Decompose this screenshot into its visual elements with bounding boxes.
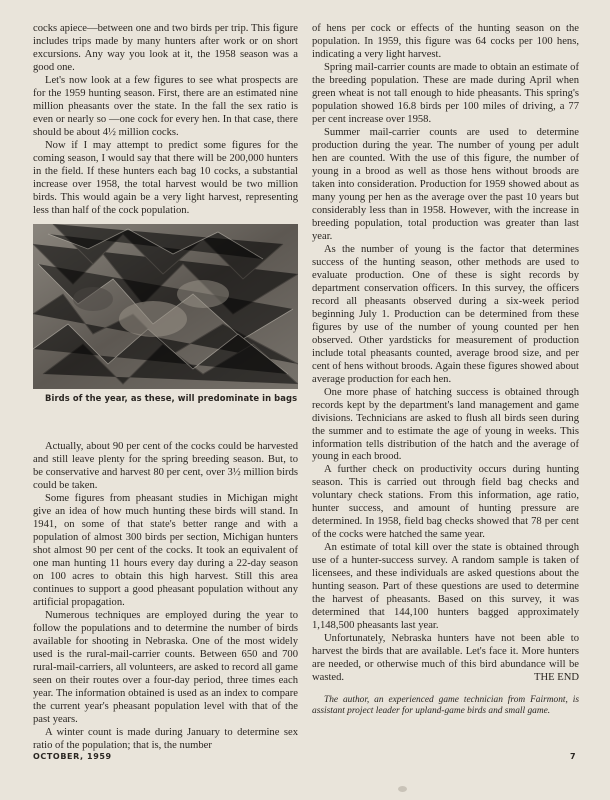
closing-paragraph bbox=[312, 633, 579, 685]
right-column bbox=[312, 23, 579, 718]
photo-caption: Birds of the year, as these, will predominate in bags bbox=[45, 392, 298, 403]
author-note: The author, an experienced game technician from Fairmont, is assistant project leader for upland-game birds and small game. bbox=[312, 695, 579, 717]
page-number: 7 bbox=[570, 752, 577, 761]
paragraph: An estimate of total kill over the state is obtained through use of a hunter-success survey. A random sample is taken of licensees, and these individuals are asked questions about the hunting season. Part of these questions are used to determine the harvest of pheasants. Based on this survey, it was determined that 144,100 hunters bagged approximately 1,148,500 pheasants last year. bbox=[312, 542, 579, 632]
footer-date: OCTOBER, 1959 bbox=[33, 752, 112, 761]
paragraph: As the number of young is the factor that determines success of the hunting season, other methods are used to evaluate production. One of these is sight records by department conservation officers. In this survey, the officers record all pheasants observed during a six-week period beginning July 1. Production can be determined from these figures by use of the number of young counted per hen observed. Other yardsticks for measurement of production include total pheasants counted, average brood size, and per cent of hens without broods. Again these figures showed about average production for each hen. bbox=[312, 243, 579, 385]
paragraph: Summer mail-carrier counts are used to determine production during the year. The number of young per adult hen are counted. With the use of this figure, the number of young in a brood as well as those hens without broods are taken into consideration. Production for 1959 showed about as many young per hen as the average over the past 10 years but considerably less than in 1958. However, with the increase in breeding population, total production was greater than last year. bbox=[312, 126, 579, 242]
paragraph: Numerous techniques are employed during the year to follow the populations and to determine the number of birds available for shooting in Nebraska. One of the most widely used is the rural-mail-carrier counts. Between 650 and 700 rural-mail-carriers, all volunteers, are asked to record all game seen on their routes over a four-day period, three times each year. The information obtained is used as an index to compare the current year's pheasant population level with that of the past years. bbox=[33, 609, 298, 725]
paragraph: A further check on productivity occurs during hunting season. This is carried out through field bag checks and voluntary check stations. From this information, age ratio, hunter success, and amount of hunting pressure are determined. In 1958, field bag checks showed that 78 per cent of the cocks were hatched the same year. bbox=[312, 464, 579, 541]
paragraph: A winter count is made during January to determine sex ratio of the population; that is, the number bbox=[33, 726, 298, 751]
paragraph: Spring mail-carrier counts are made to obtain an estimate of the breeding population. These are made during April when green wheat is not tall enough to hide pheasants. This spring's population showed 16.8 birds per 100 miles of driving, a 77 per cent increase over 1958. bbox=[312, 61, 579, 125]
paragraph: Now if I may attempt to predict some figures for the coming season, I would say that there will be 200,000 hunters in the field. If these hunters each bag 10 cocks, a substantial increase over 1958, the total harvest would be two million birds. This would again be a very light harvest, representing less than half of the cock population. bbox=[33, 139, 298, 216]
paragraph: One more phase of hatching success is obtained through records kept by the department's land management and game divisions. Technicians are asked to flush all birds seen during the summer and to estimate the age of young in weeks. This information tells distribution of the hatch and the average of young in each brood. bbox=[312, 386, 579, 463]
left-column bbox=[33, 23, 298, 753]
closing-text: Unfortunately, Nebraska hunters have not been able to harvest the birds that are available. Let's face it. More hunters are needed, or otherwise much of this bird abundance will be wasted. bbox=[312, 633, 579, 684]
paragraph: Some figures from pheasant studies in Michigan might give an idea of how much hunting these birds will stand. In 1941, on some of that state's better range and with a population of almost 300 birds per section, Michigan hunters shot almost 90 per cent of the cocks. It took an equivalent of one man hunting 11 hours every day during a 22-day season on 100 acres to obtain this high harvest. Still this area continues to support a good pheasant population without any artificial propagation. bbox=[33, 493, 298, 608]
end-mark: THE END bbox=[533, 672, 579, 684]
paragraph: Let's now look at a few figures to see what prospects are for the 1959 hunting season. First, there are an estimated nine million pheasants over the state. In the fall the sex ratio is even or nearly so —one cock for every hen. In that case, there should be about 4½ million cocks. bbox=[33, 74, 298, 138]
punch-hole bbox=[398, 786, 407, 792]
paragraph: of hens per cock or effects of the hunting season on the population. In 1959, this figure was 64 cocks per 100 hens, indicating a very light harvest. bbox=[312, 23, 579, 60]
pheasant-photo bbox=[33, 224, 298, 389]
paragraph: cocks apiece—between one and two birds per trip. This figure includes trips made by many hunters after work or on short excursions. Any way you look at it, the 1958 season was a good one. bbox=[33, 23, 298, 73]
paragraph: Actually, about 90 per cent of the cocks could be harvested and still leave plenty for the spring breeding season. But, to be conservative and harvest 80 per cent, over 3½ million birds could be taken. bbox=[33, 441, 298, 492]
